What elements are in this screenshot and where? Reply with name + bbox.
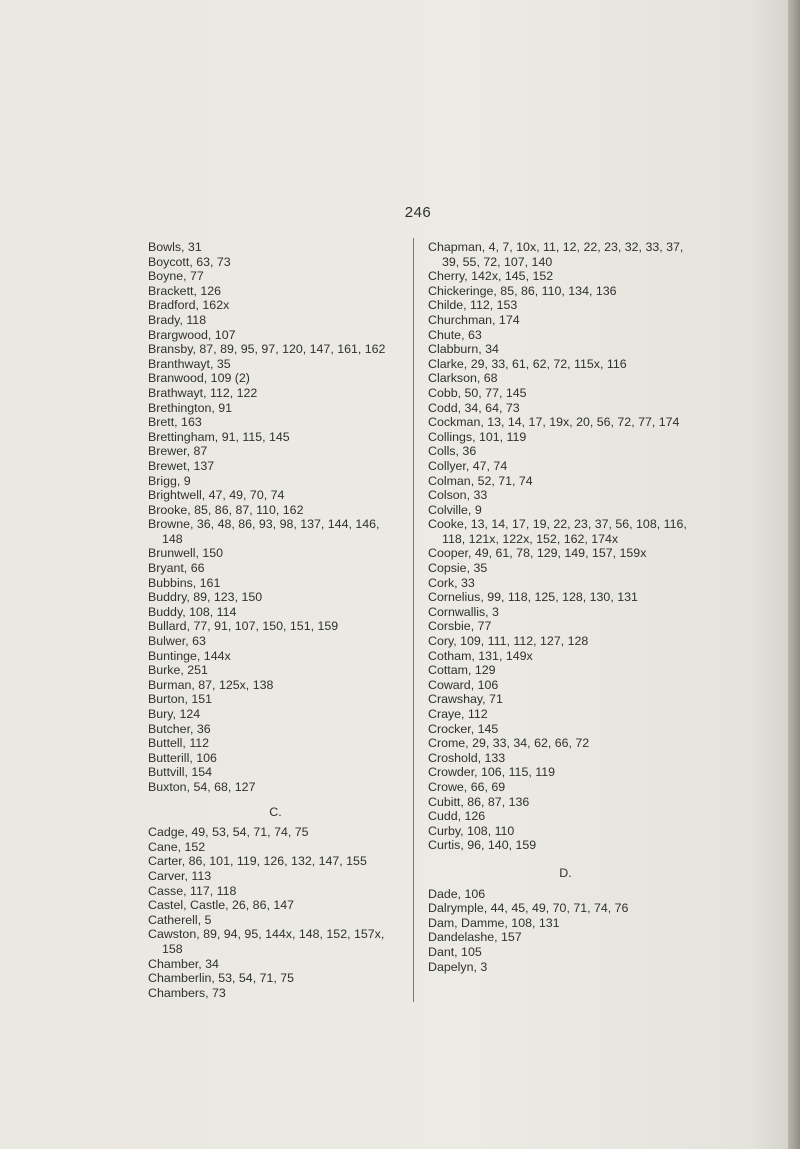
index-entry: Chute, 63 xyxy=(428,327,482,342)
index-entry: Butcher, 36 xyxy=(148,721,211,736)
index-entry: Dandelashe, 157 xyxy=(428,930,522,945)
index-column-right xyxy=(428,240,703,974)
index-entry: Crome, 29, 33, 34, 62, 66, 72 xyxy=(428,736,590,751)
index-entry: Buddry, 89, 123, 150 xyxy=(148,590,263,605)
index-column-left xyxy=(148,240,403,1000)
index-entry: Cornwallis, 3 xyxy=(428,604,499,619)
index-entry: Bowls, 31 xyxy=(148,240,202,254)
index-entry: Churchman, 174 xyxy=(428,312,520,327)
index-entry: Cherry, 142x, 145, 152 xyxy=(428,269,554,284)
index-entry: Branthwayt, 35 xyxy=(148,356,231,371)
index-entry: Cooper, 49, 61, 78, 129, 149, 157, 159x xyxy=(428,546,647,561)
index-entry: Corsbie, 77 xyxy=(428,619,492,634)
index-entry: Chapman, 4, 7, 10x, 11, 12, 22, 23, 32, 33, 37, 39, 55, 72, 107, 140 xyxy=(428,240,684,269)
index-entry: Croshold, 133 xyxy=(428,750,506,765)
index-entry: Brethington, 91 xyxy=(148,400,233,415)
index-entry: Dant, 105 xyxy=(428,944,482,959)
index-entry: Chickeringe, 85, 86, 110, 134, 136 xyxy=(428,283,617,298)
index-entry: Buxton, 54, 68, 127 xyxy=(148,779,256,794)
index-entry: Carver, 113 xyxy=(148,868,212,883)
index-entry: Bury, 124 xyxy=(148,707,201,721)
index-entry: Cornelius, 99, 118, 125, 128, 130, 131 xyxy=(428,590,638,605)
index-entry: Dam, Damme, 108, 131 xyxy=(428,915,560,930)
index-entry: Cory, 109, 111, 112, 127, 128 xyxy=(428,634,589,649)
index-entry: Collyer, 47, 74 xyxy=(428,458,508,473)
index-entry: Dapelyn, 3 xyxy=(428,959,488,974)
index-entry: Brackett, 126 xyxy=(148,283,222,298)
index-entry: Bubbins, 161 xyxy=(148,575,221,590)
index-entry: Clarke, 29, 33, 61, 62, 72, 115x, 116 xyxy=(428,356,627,371)
entry-list-d xyxy=(428,887,703,975)
index-entry: Casse, 117, 118 xyxy=(148,883,237,898)
index-entry: Cudd, 126 xyxy=(428,809,486,824)
index-entry: Bradford, 162x xyxy=(148,298,230,313)
index-entry: Burke, 251 xyxy=(148,663,208,678)
index-entry: Brettingham, 91, 115, 145 xyxy=(148,429,290,444)
index-entry: Buntinge, 144x xyxy=(148,648,231,663)
index-entry: Brunwell, 150 xyxy=(148,546,224,561)
index-entry: Brett, 163 xyxy=(148,415,202,430)
page-edge xyxy=(788,0,800,1149)
index-entry: Cobb, 50, 77, 145 xyxy=(428,385,527,400)
index-entry: Colson, 33 xyxy=(428,488,488,503)
index-entry: Childe, 112, 153 xyxy=(428,298,518,313)
index-entry: Chambers, 73 xyxy=(148,985,226,1000)
index-entry: Cottam, 129 xyxy=(428,663,496,678)
entry-list-c-continued xyxy=(428,240,703,853)
page-number: 246 xyxy=(404,204,432,221)
section-heading-c: C. xyxy=(269,804,282,819)
index-entry: Burman, 87, 125x, 138 xyxy=(148,677,274,692)
index-entry: Bullard, 77, 91, 107, 150, 151, 159 xyxy=(148,619,339,634)
index-entry: Curtis, 96, 140, 159 xyxy=(428,838,537,853)
index-entry: Browne, 36, 48, 86, 93, 98, 137, 144, 146, 148 xyxy=(148,517,380,546)
index-entry: Collings, 101, 119 xyxy=(428,429,527,444)
index-entry: Brightwell, 47, 49, 70, 74 xyxy=(148,488,285,503)
index-entry: Chamber, 34 xyxy=(148,956,219,971)
index-entry: Dalrymple, 44, 45, 49, 70, 71, 74, 76 xyxy=(428,901,629,916)
index-entry: Coward, 106 xyxy=(428,677,499,692)
index-entry: Cork, 33 xyxy=(428,575,475,590)
index-entry: Dade, 106 xyxy=(428,886,486,901)
index-entry: Bryant, 66 xyxy=(148,561,205,576)
index-entry: Chamberlin, 53, 54, 71, 75 xyxy=(148,971,295,986)
index-entry: Crowe, 66, 69 xyxy=(428,779,506,794)
index-entry: Bulwer, 63 xyxy=(148,634,206,649)
index-entry: Brargwood, 107 xyxy=(148,327,236,342)
index-entry: Bransby, 87, 89, 95, 97, 120, 147, 161, 162 xyxy=(148,342,386,357)
index-entry: Cane, 152 xyxy=(148,839,206,854)
index-entry: Branwood, 109 (2) xyxy=(148,371,250,386)
index-entry: Colls, 36 xyxy=(428,444,477,459)
index-entry: Brady, 118 xyxy=(148,312,207,327)
index-entry: Clabburn, 34 xyxy=(428,342,499,357)
index-entry: Brigg, 9 xyxy=(148,473,191,488)
index-entry: Burton, 151 xyxy=(148,692,213,707)
index-entry: Carter, 86, 101, 119, 126, 132, 147, 155 xyxy=(148,854,367,869)
index-entry: Butterill, 106 xyxy=(148,750,217,765)
index-entry: Cooke, 13, 14, 17, 19, 22, 23, 37, 56, 108, 116, 118, 121x, 122x, 152, 162, 174x xyxy=(428,517,687,546)
index-entry: Colman, 52, 71, 74 xyxy=(428,473,533,488)
index-entry: Cockman, 13, 14, 17, 19x, 20, 56, 72, 77, 174 xyxy=(428,415,680,430)
index-entry: Buttell, 112 xyxy=(148,736,210,751)
index-entry: Cadge, 49, 53, 54, 71, 74, 75 xyxy=(148,825,309,840)
index-entry: Cawston, 89, 94, 95, 144x, 148, 152, 157x, 158 xyxy=(148,927,385,956)
index-entry: Brooke, 85, 86, 87, 110, 162 xyxy=(148,502,304,517)
index-entry: Codd, 34, 64, 73 xyxy=(428,400,520,415)
entry-list-c xyxy=(148,825,403,1000)
index-entry: Buddy, 108, 114 xyxy=(148,604,237,619)
index-entry: Boycott, 63, 73 xyxy=(148,254,231,269)
index-entry: Crocker, 145 xyxy=(428,721,499,736)
index-entry: Brathwayt, 112, 122 xyxy=(148,385,258,400)
index-entry: Buttvill, 154 xyxy=(148,765,213,780)
index-entry: Cotham, 131, 149x xyxy=(428,648,533,663)
index-entry: Colville, 9 xyxy=(428,502,482,517)
index-entry: Crowder, 106, 115, 119 xyxy=(428,765,555,780)
index-entry: Brewet, 137 xyxy=(148,458,215,473)
column-divider xyxy=(413,238,414,1002)
index-entry: Copsie, 35 xyxy=(428,561,488,576)
index-entry: Catherell, 5 xyxy=(148,912,212,927)
index-entry: Boyne, 77 xyxy=(148,269,204,284)
index-entry: Curby, 108, 110 xyxy=(428,823,515,838)
index-entry: Brewer, 87 xyxy=(148,444,208,459)
section-heading-d: D. xyxy=(559,865,572,880)
entry-list-b xyxy=(148,240,403,795)
index-entry: Clarkson, 68 xyxy=(428,371,498,386)
index-entry: Castel, Castle, 26, 86, 147 xyxy=(148,898,295,913)
index-entry: Craye, 112 xyxy=(428,707,488,721)
index-entry: Cubitt, 86, 87, 136 xyxy=(428,794,530,809)
index-entry: Crawshay, 71 xyxy=(428,692,503,707)
